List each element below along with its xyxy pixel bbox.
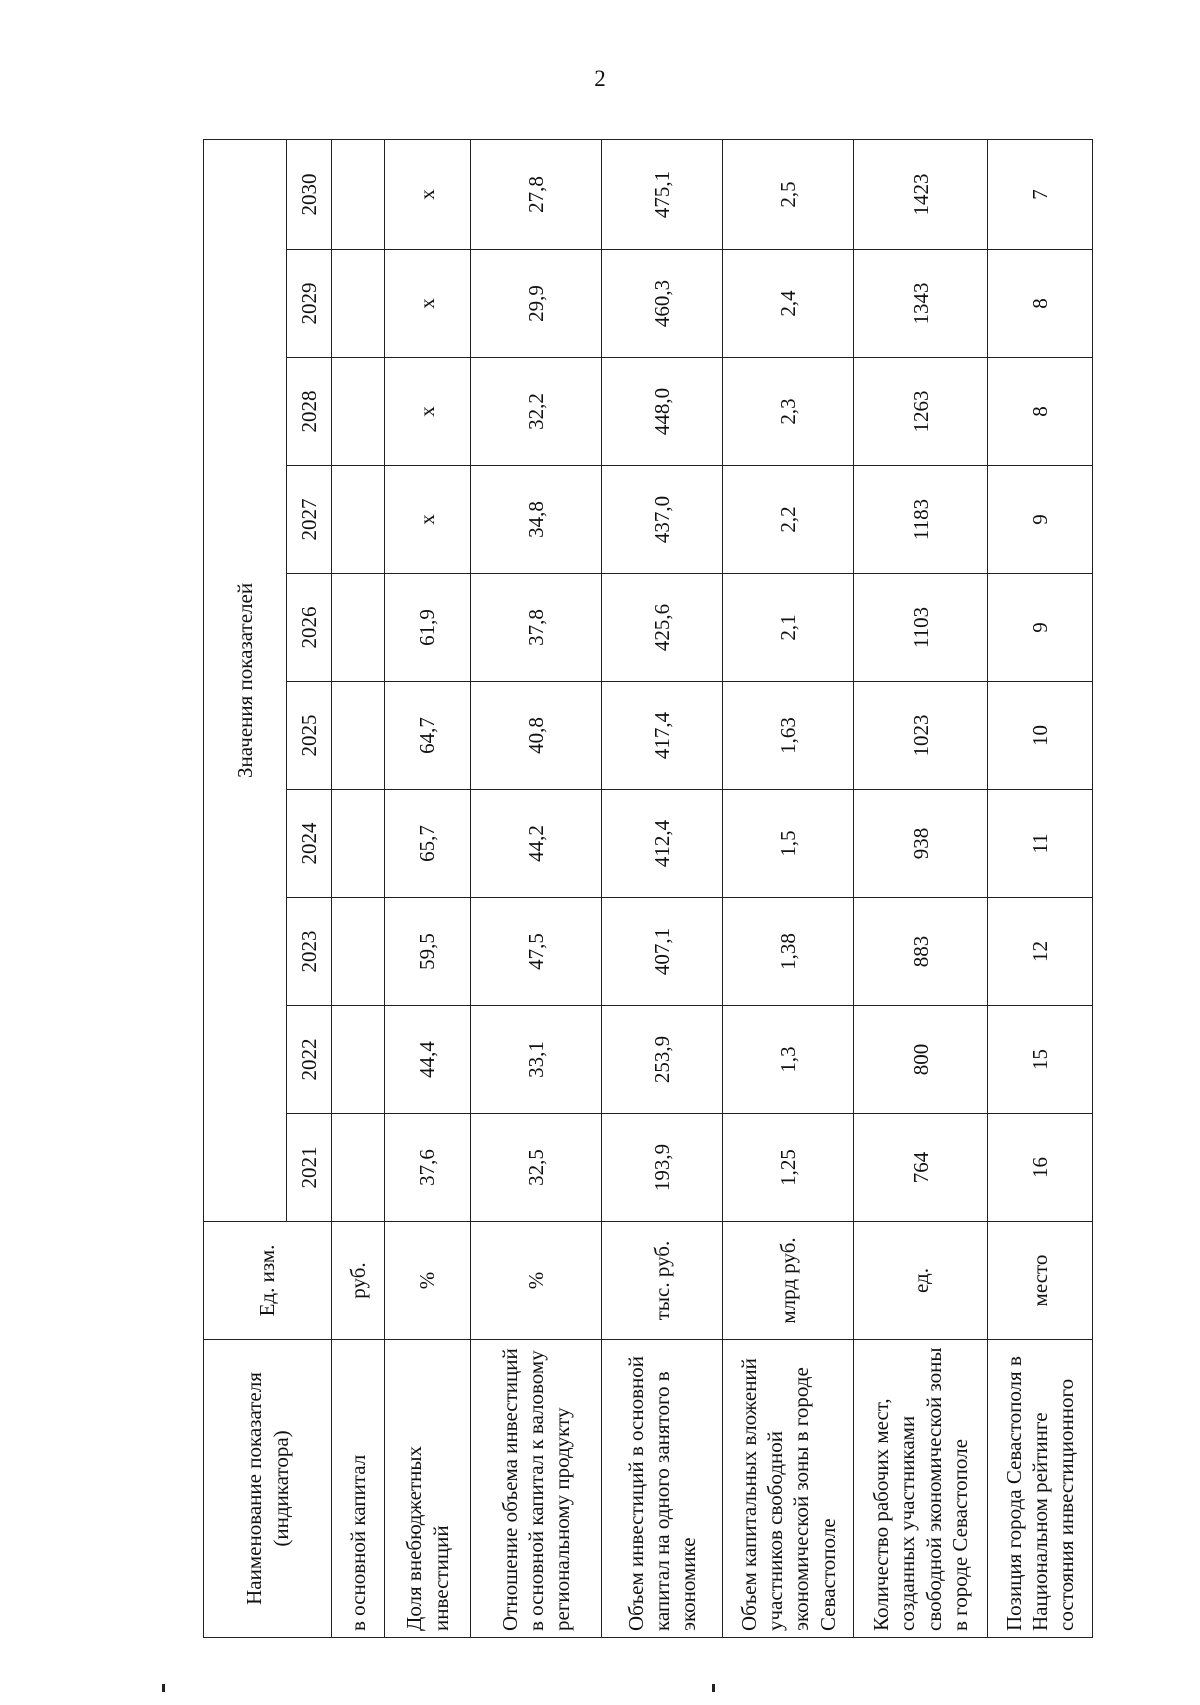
value-cell: х [384, 139, 470, 249]
value-cell: 32,5 [471, 1114, 602, 1222]
value-cell: 460,3 [601, 250, 722, 358]
value-cell: 65,7 [384, 790, 470, 898]
value-cell [332, 790, 385, 898]
year-header: 2023 [287, 898, 332, 1006]
value-cell [332, 682, 385, 790]
value-cell: 437,0 [601, 466, 722, 574]
value-cell: 44,4 [384, 1006, 470, 1114]
indicator-unit: % [384, 1222, 470, 1340]
value-cell: 800 [854, 1006, 988, 1114]
rotated-table-frame [203, 140, 1093, 1638]
table-row [384, 139, 470, 1637]
header-unit: Ед. изм. [204, 1222, 332, 1340]
indicator-unit: руб. [332, 1222, 385, 1340]
table-row [332, 139, 385, 1637]
value-cell: 40,8 [471, 682, 602, 790]
value-cell: 59,5 [384, 898, 470, 1006]
year-header: 2021 [287, 1114, 332, 1222]
value-cell: 34,8 [471, 466, 602, 574]
value-cell: 1,5 [723, 790, 854, 898]
year-header: 2028 [287, 358, 332, 466]
value-cell: 764 [854, 1114, 988, 1222]
value-cell [332, 250, 385, 358]
indicator-name: Позиция города Севастополя в Национальном рейтинге состояния инвестиционного [988, 1340, 1093, 1638]
value-cell: 44,2 [471, 790, 602, 898]
value-cell: 417,4 [601, 682, 722, 790]
value-cell: 64,7 [384, 682, 470, 790]
year-header: 2025 [287, 682, 332, 790]
indicator-unit: место [988, 1222, 1093, 1340]
value-cell: х [384, 466, 470, 574]
scan-mark [162, 1684, 165, 1692]
value-cell: 883 [854, 898, 988, 1006]
value-cell: 37,8 [471, 574, 602, 682]
value-cell: 1,63 [723, 682, 854, 790]
value-cell: 2,1 [723, 574, 854, 682]
indicator-table-container [203, 140, 1093, 1638]
value-cell: 1,3 [723, 1006, 854, 1114]
indicator-name: Количество рабочих мест, созданных участниками свободной экономической зоны в городе Севастополе [854, 1340, 988, 1638]
indicator-name: в основной капитал [332, 1340, 385, 1638]
value-cell: 2,3 [723, 358, 854, 466]
year-header: 2027 [287, 466, 332, 574]
value-cell: 938 [854, 790, 988, 898]
value-cell: 8 [988, 358, 1093, 466]
value-cell: 9 [988, 466, 1093, 574]
header-row-group [204, 139, 287, 1637]
value-cell: 29,9 [471, 250, 602, 358]
indicator-name: Объем инвестиций в основной капитал на одного занятого в экономике [601, 1340, 722, 1638]
value-cell: 1263 [854, 358, 988, 466]
value-cell: 16 [988, 1114, 1093, 1222]
year-header: 2022 [287, 1006, 332, 1114]
value-cell: 407,1 [601, 898, 722, 1006]
table-row [601, 139, 722, 1637]
value-cell: 32,2 [471, 358, 602, 466]
indicator-unit: ед. [854, 1222, 988, 1340]
value-cell: 1343 [854, 250, 988, 358]
value-cell: 47,5 [471, 898, 602, 1006]
value-cell [332, 1114, 385, 1222]
value-cell [332, 139, 385, 249]
table-row [854, 139, 988, 1637]
value-cell: 253,9 [601, 1006, 722, 1114]
indicator-name: Отношение объема инвестиций в основной капитал к валовому региональному продукту [471, 1340, 602, 1638]
value-cell: 8 [988, 250, 1093, 358]
value-cell: х [384, 250, 470, 358]
value-cell: 12 [988, 898, 1093, 1006]
value-cell: 11 [988, 790, 1093, 898]
indicator-name: Доля внебюджетных инвестиций [384, 1340, 470, 1638]
value-cell: 7 [988, 139, 1093, 249]
value-cell [332, 898, 385, 1006]
value-cell: 1103 [854, 574, 988, 682]
value-cell [332, 1006, 385, 1114]
value-cell: 193,9 [601, 1114, 722, 1222]
page-number: 2 [594, 66, 606, 91]
value-cell: 15 [988, 1006, 1093, 1114]
indicator-table [203, 139, 1093, 1638]
value-cell: 61,9 [384, 574, 470, 682]
table-row [723, 139, 854, 1637]
value-cell: 1423 [854, 139, 988, 249]
value-cell: 1023 [854, 682, 988, 790]
value-cell: 27,8 [471, 139, 602, 249]
value-cell: 37,6 [384, 1114, 470, 1222]
value-cell: 412,4 [601, 790, 722, 898]
value-cell: 2,4 [723, 250, 854, 358]
value-cell [332, 574, 385, 682]
value-cell: 475,1 [601, 139, 722, 249]
value-cell: 2,2 [723, 466, 854, 574]
indicator-unit: млрд руб. [723, 1222, 854, 1340]
value-cell [332, 358, 385, 466]
year-header: 2029 [287, 250, 332, 358]
value-cell [332, 466, 385, 574]
value-cell: 1,38 [723, 898, 854, 1006]
value-cell: 1183 [854, 466, 988, 574]
value-cell: х [384, 358, 470, 466]
year-header: 2030 [287, 139, 332, 249]
value-cell: 1,25 [723, 1114, 854, 1222]
indicator-name: Объем капитальных вложений участников свободной экономической зоны в городе Севастополе [723, 1340, 854, 1638]
value-cell: 33,1 [471, 1006, 602, 1114]
value-cell: 10 [988, 682, 1093, 790]
indicator-unit: % [471, 1222, 602, 1340]
year-header: 2026 [287, 574, 332, 682]
table-row [988, 139, 1093, 1637]
value-cell: 425,6 [601, 574, 722, 682]
value-cell: 448,0 [601, 358, 722, 466]
year-header: 2024 [287, 790, 332, 898]
scan-mark [712, 1684, 715, 1692]
value-cell: 2,5 [723, 139, 854, 249]
header-indicator-name: Наименование показателя (индикатора) [204, 1340, 332, 1638]
table-row [471, 139, 602, 1637]
value-cell: 9 [988, 574, 1093, 682]
header-values-group: Значения показателей [204, 139, 287, 1221]
indicator-unit: тыс. руб. [601, 1222, 722, 1340]
